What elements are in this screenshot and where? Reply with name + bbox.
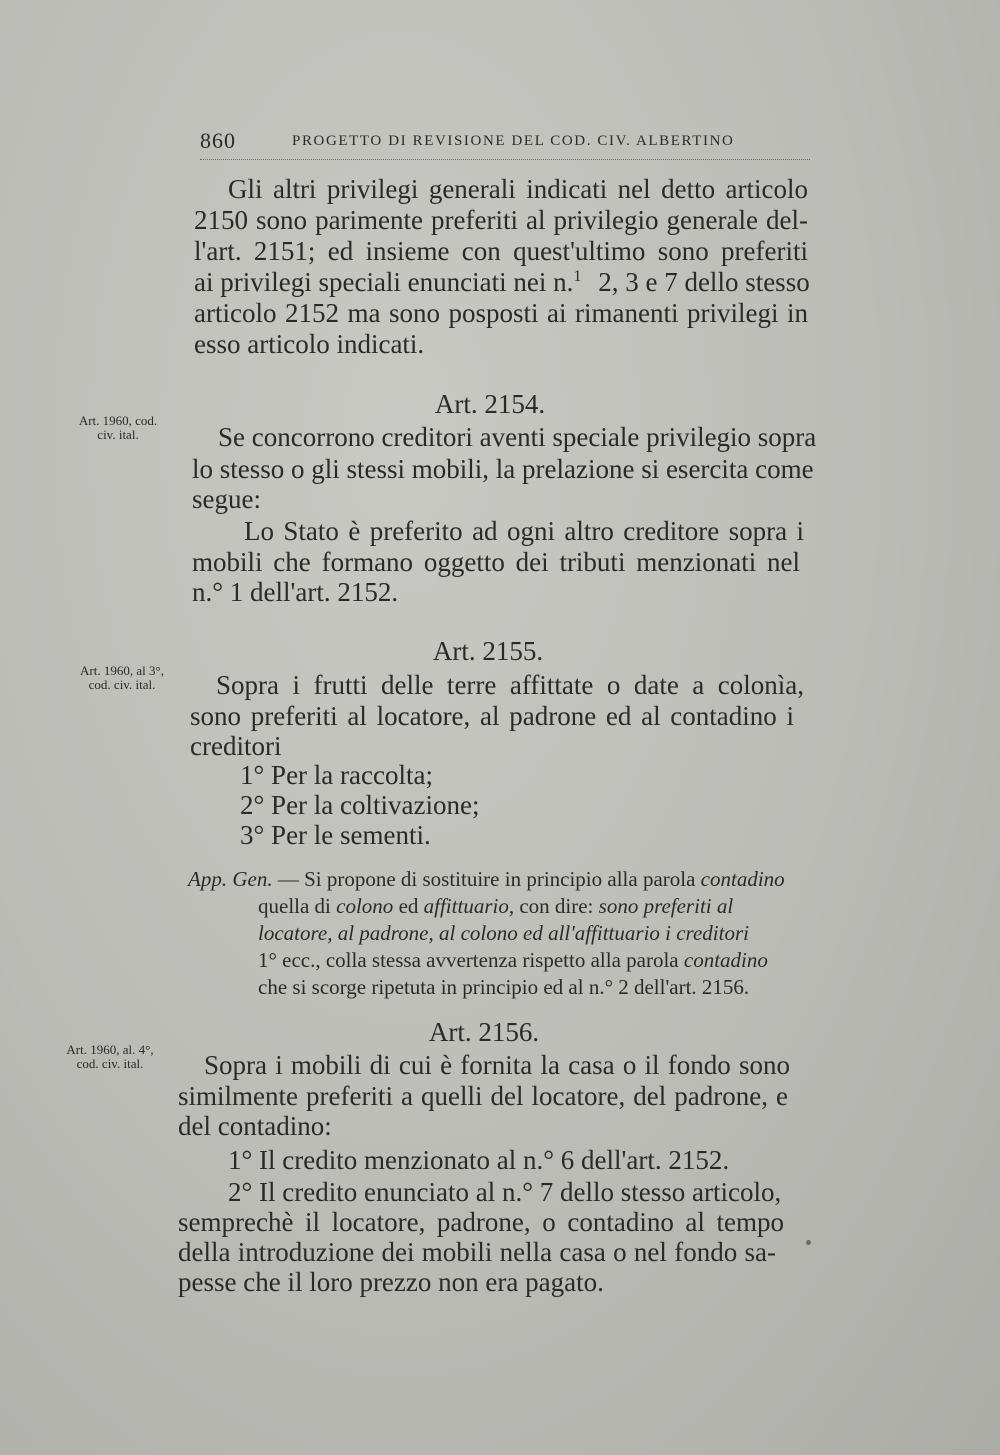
art-2156-line-1: Sopra i mobili di cui è fornita la casa o il fondo sono (204, 1050, 790, 1080)
app-gen-text: — Si propone di sostituire in principio alla parola (277, 867, 696, 891)
app-gen-italic: contadino (683, 948, 768, 972)
art-2154-margin-note (58, 414, 178, 442)
art-2156-item-2: 2° Il credito enunciato al n.° 7 dello stesso articolo, (228, 1177, 782, 1207)
art-2155-item-1: 1° Per la raccolta; (240, 760, 433, 790)
art-2155-line-3: creditori (190, 731, 282, 761)
app-gen-line-4 (258, 947, 794, 973)
art-2156-line-7: della introduzione dei mobili nella casa o nel fondo sa- (178, 1237, 776, 1267)
art-2156-line-6: semprechè il locatore, padrone, o contadino al tempo (178, 1207, 784, 1237)
art-2155-line-1: Sopra i frutti delle terre affittate o date a colonìa, (216, 670, 804, 700)
app-gen-italic: colono (336, 894, 394, 918)
app-gen-line-5: che si scorge ripetuta in principio ed al n.° 2 dell'art. 2156. (258, 975, 750, 999)
art-2156-line-8: pesse che il loro prezzo non era pagato. (178, 1267, 604, 1297)
intro-line-3: l'art. 2151; ed insieme con quest'ultimo sono preferiti (194, 236, 808, 266)
app-gen-text: 1° ecc., colla stessa avvertenza rispetto alla parola (258, 948, 679, 972)
app-gen-italic: locatore, al padrone, al colono ed all'affittuario i creditori (258, 921, 749, 945)
page-number: 860 (200, 128, 236, 153)
app-gen-text: con dire: (519, 894, 594, 918)
ink-speck (806, 1240, 811, 1245)
header-rule (200, 159, 810, 160)
app-gen-italic: contadino (700, 867, 785, 891)
intro-line-2: 2150 sono parimente preferiti al privilegio generale del- (194, 205, 808, 235)
art-2154-line-1: Se concorrono creditori aventi speciale privilegio sopra (218, 422, 817, 452)
art-2156-line-2: similmente preferiti a quelli del locatore, del padrone, e (178, 1081, 788, 1111)
app-gen-text: quella di (258, 894, 331, 918)
margin-note-line: Art. 1960, al 3°, (80, 663, 164, 678)
art-2155-item-2: 2° Per la coltivazione; (240, 790, 480, 820)
app-gen-label: App. Gen. (188, 867, 273, 891)
art-2154-line-3: segue: (192, 484, 261, 514)
intro-line-4b: 2, 3 e 7 dello stesso (598, 267, 810, 297)
art-2156-item-1: 1° Il credito menzionato al n.° 6 dell'art. 2152. (228, 1145, 730, 1175)
app-gen-italic: sono preferiti al (598, 894, 734, 918)
art-2154-line-4: Lo Stato è preferito ad ogni altro creditore sopra i (244, 516, 804, 546)
art-2156-margin-note (50, 1043, 170, 1071)
art-2154-line-5: mobili che formano oggetto dei tributi menzionati nel (192, 547, 800, 577)
app-gen-line-3 (258, 920, 794, 946)
intro-line-4a: ai privilegi speciali enunciati nei n. (194, 267, 574, 297)
art-2154-line-2: lo stesso o gli stessi mobili, la prelazione si esercita come (192, 454, 814, 484)
art-2156-line-3: del contadino: (178, 1111, 332, 1141)
intro-line-5: articolo 2152 ma sono posposti ai rimanenti privilegi in (194, 298, 808, 328)
art-2155-heading: Art. 2155. (432, 636, 544, 666)
app-gen-italic: affittuario, (423, 894, 515, 918)
art-2155-item-3: 3° Per le sementi. (240, 820, 431, 850)
art-2154-heading: Art. 2154. (434, 389, 546, 419)
intro-line-1: Gli altri privilegi generali indicati nel detto articolo (228, 174, 808, 204)
intro-line-4 (194, 267, 808, 297)
art-2156-heading: Art. 2156. (428, 1017, 540, 1047)
margin-note-line: cod. civ. ital. (76, 1056, 144, 1071)
margin-note-line: cod. civ. ital. (88, 677, 156, 692)
running-title: PROGETTO DI REVISIONE DEL COD. CIV. ALBERTINO (292, 133, 735, 149)
intro-line-6: esso articolo indicati. (194, 329, 425, 359)
app-gen-line-2 (258, 893, 794, 919)
page-header (200, 128, 810, 162)
app-gen-text: ed (398, 894, 419, 918)
margin-note-line: Art. 1960, cod. (78, 413, 158, 428)
art-2154-line-6: n.° 1 dell'art. 2152. (192, 577, 399, 607)
art-2155-line-2: sono preferiti al locatore, al padrone ed al contadino i (190, 701, 794, 731)
intro-line-4-sup: 1 (573, 267, 582, 285)
art-2155-margin-note (62, 664, 182, 692)
margin-note-line: civ. ital. (97, 427, 139, 442)
margin-note-line: Art. 1960, al. 4°, (66, 1042, 154, 1057)
app-gen-line-1 (188, 866, 794, 892)
